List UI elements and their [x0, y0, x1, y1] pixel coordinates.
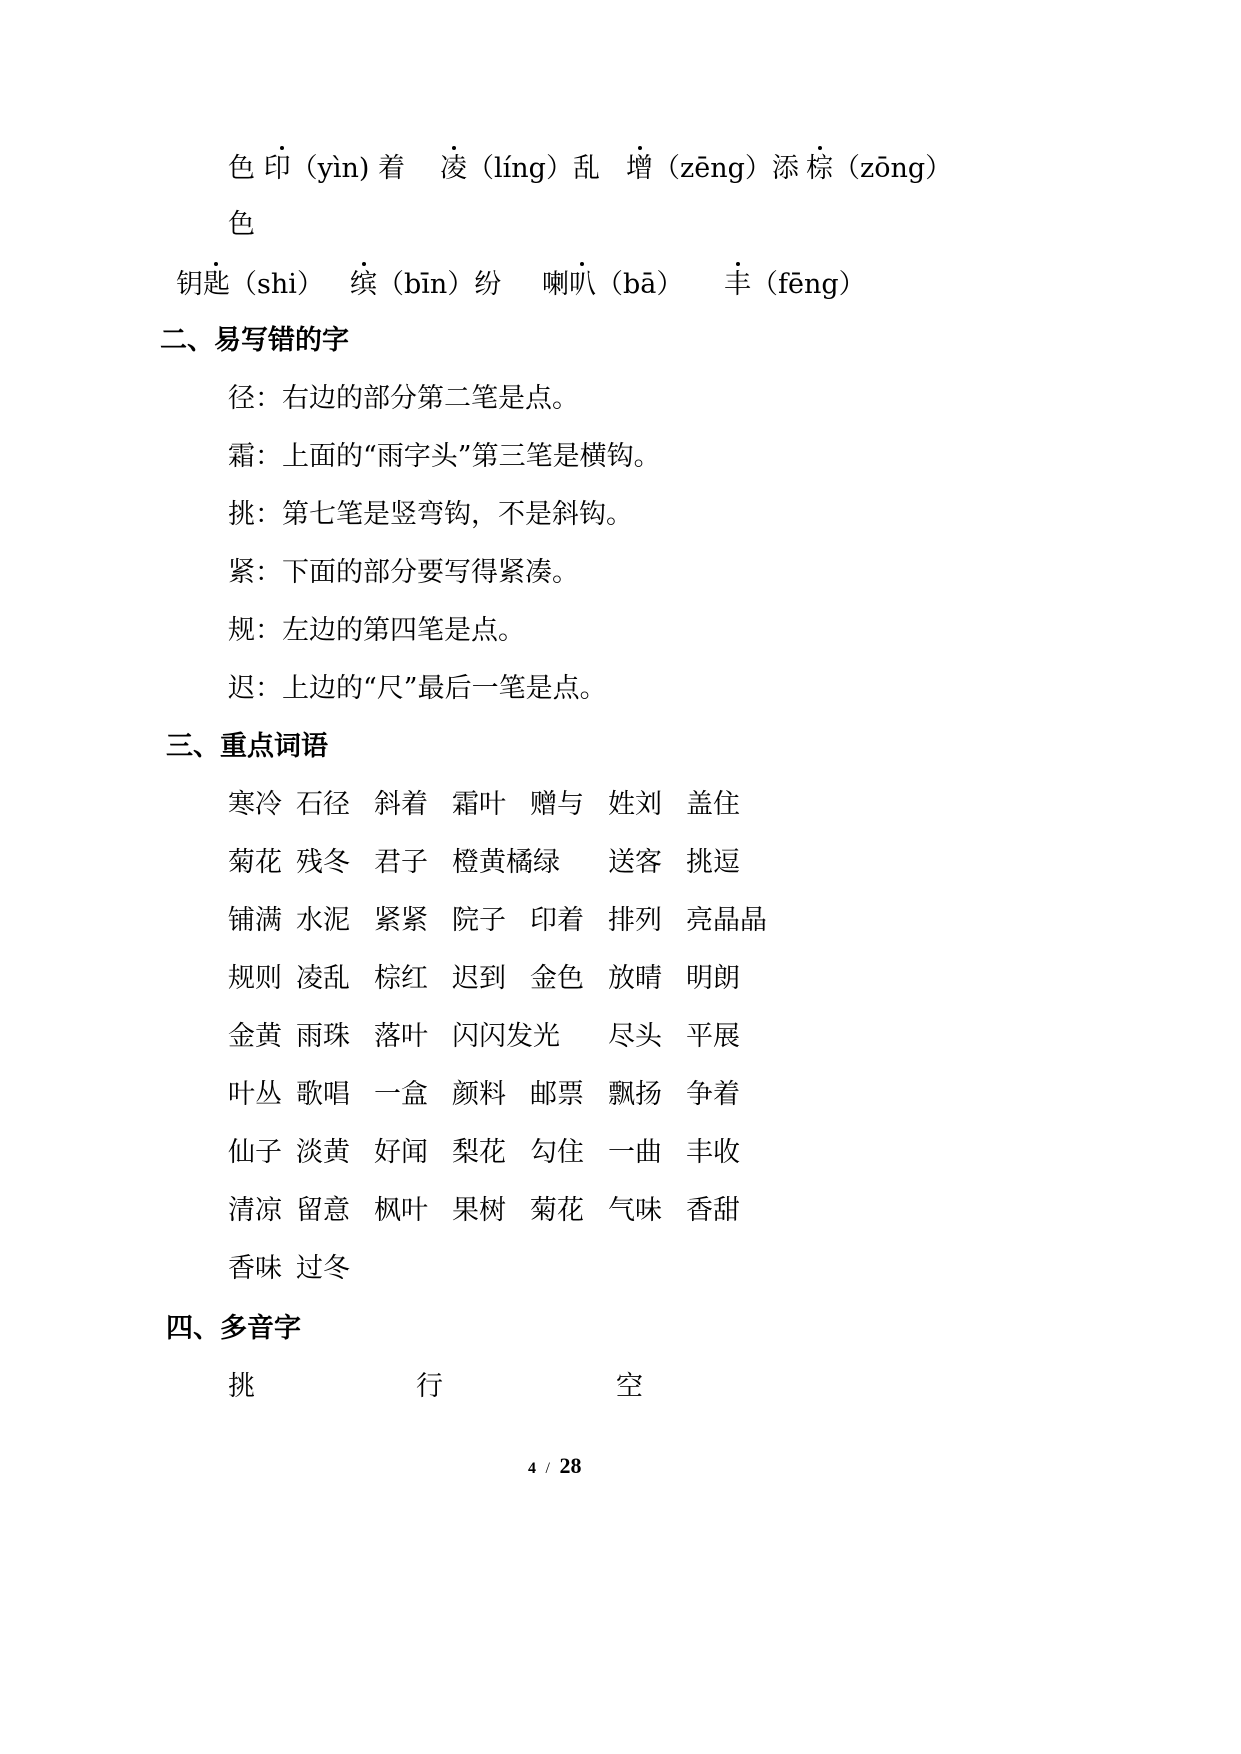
key-word: 一盒: [374, 1079, 428, 1110]
section-title-polyphonic: 四、多音字: [166, 1313, 301, 1344]
key-word: 院子: [452, 905, 506, 936]
emphasis-dot: [736, 262, 740, 266]
pron-row1-continuation: 色: [228, 209, 255, 240]
pron-row1-item1: [228, 152, 405, 186]
key-word: 叶丛: [228, 1079, 282, 1110]
emphasis-dot: [580, 262, 584, 266]
key-word: 菊花: [228, 847, 282, 878]
key-word: 紧紧: [374, 905, 428, 936]
polyphonic-char: 空: [616, 1371, 643, 1402]
key-word: 一曲: [608, 1137, 662, 1168]
polyphonic-char: 挑: [228, 1371, 255, 1402]
pron-text: 丰（fēng）: [724, 269, 866, 300]
key-word: 歌唱: [296, 1079, 350, 1110]
pron-row2-item1: [176, 268, 324, 302]
key-word: 规则: [228, 963, 282, 994]
key-word: 凌乱: [296, 963, 350, 994]
emphasis-dot: [362, 262, 366, 266]
key-word: 迟到: [452, 963, 506, 994]
pron-text: 增（zēng）添: [626, 153, 799, 184]
key-word: 金色: [530, 963, 584, 994]
key-word: 送客: [608, 847, 662, 878]
key-word: 盖住: [686, 789, 740, 820]
key-word: 尽头: [608, 1021, 662, 1052]
key-word: 斜着: [374, 789, 428, 820]
pron-row2-item3: [542, 268, 683, 302]
key-word: 挑逗: [686, 847, 740, 878]
key-word: 香味: [228, 1253, 282, 1284]
key-word: 淡黄: [296, 1137, 350, 1168]
key-word: 石径: [296, 789, 350, 820]
key-word: 铺满: [228, 905, 282, 936]
mistake-item: 挑：第七笔是竖弯钩，不是斜钩。: [228, 499, 633, 530]
key-word: 过冬: [296, 1253, 350, 1284]
key-word: 邮票: [530, 1079, 584, 1110]
key-word: 颜料: [452, 1079, 506, 1110]
key-word: 寒冷: [228, 789, 282, 820]
key-word: 金黄: [228, 1021, 282, 1052]
section-title-mistakes: 二、易写错的字: [160, 325, 349, 356]
key-word: 明朗: [686, 963, 740, 994]
mistake-item: 霜：上面的“雨字头”第三笔是横钩。: [228, 441, 661, 472]
page-separator: /: [545, 1460, 550, 1477]
emphasis-dot: [452, 146, 456, 150]
pron-text: 喇叭（bā）: [542, 269, 684, 300]
emphasis-dot: [214, 262, 218, 266]
key-word: 君子: [374, 847, 428, 878]
section-title-key-words: 三、重点词语: [166, 731, 328, 762]
key-word: 排列: [608, 905, 662, 936]
key-word: 棕红: [374, 963, 428, 994]
pron-text: 凌（líng）乱: [440, 153, 600, 184]
pron-row1-item4: [806, 152, 952, 186]
key-word: 雨珠: [296, 1021, 350, 1052]
key-word: 平展: [686, 1021, 740, 1052]
key-word: 水泥: [296, 905, 350, 936]
key-word: 落叶: [374, 1021, 428, 1052]
mistake-item: 紧：下面的部分要写得紧凑。: [228, 557, 579, 588]
key-word: 勾住: [530, 1137, 584, 1168]
key-word: 亮晶晶: [686, 905, 767, 936]
key-word: 丰收: [686, 1137, 740, 1168]
key-word: 闪闪发光: [452, 1021, 560, 1052]
pron-text: 棕（zōng）: [806, 153, 953, 184]
key-word: 飘扬: [608, 1079, 662, 1110]
key-word: 残冬: [296, 847, 350, 878]
pron-row1-item2: [440, 152, 600, 186]
pron-row2-item4: [724, 268, 866, 302]
page-total: 28: [559, 1453, 582, 1478]
key-word: 放晴: [608, 963, 662, 994]
key-word: 霜叶: [452, 789, 506, 820]
key-word: 枫叶: [374, 1195, 428, 1226]
key-word: 橙黄橘绿: [452, 847, 560, 878]
key-word: 印着: [530, 905, 584, 936]
emphasis-dot: [638, 146, 642, 150]
pron-text: 钥匙（shi）: [176, 269, 324, 300]
pron-text: 缤（bīn）纷: [350, 269, 502, 300]
emphasis-dot: [818, 146, 822, 150]
pron-text: 色 印（yìn) 着: [228, 153, 405, 184]
key-word: 争着: [686, 1079, 740, 1110]
key-word: 果树: [452, 1195, 506, 1226]
key-word: 赠与: [530, 789, 584, 820]
key-word: 好闻: [374, 1137, 428, 1168]
emphasis-dot: [280, 146, 284, 150]
key-word: 仙子: [228, 1137, 282, 1168]
key-word: 留意: [296, 1195, 350, 1226]
key-word: 姓刘: [608, 789, 662, 820]
pron-row2-item2: [350, 268, 501, 302]
key-word: 菊花: [530, 1195, 584, 1226]
key-word: 气味: [608, 1195, 662, 1226]
key-word: 梨花: [452, 1137, 506, 1168]
mistake-item: 迟：上边的“尺”最后一笔是点。: [228, 673, 607, 704]
pron-row1-item3: [626, 152, 799, 186]
page-number: [528, 1452, 581, 1483]
mistake-item: 规：左边的第四笔是点。: [228, 615, 525, 646]
key-word: 清凉: [228, 1195, 282, 1226]
mistake-item: 径：右边的部分第二笔是点。: [228, 383, 579, 414]
key-word: 香甜: [686, 1195, 740, 1226]
page-current: 4: [528, 1460, 536, 1477]
polyphonic-char: 行: [416, 1371, 443, 1402]
